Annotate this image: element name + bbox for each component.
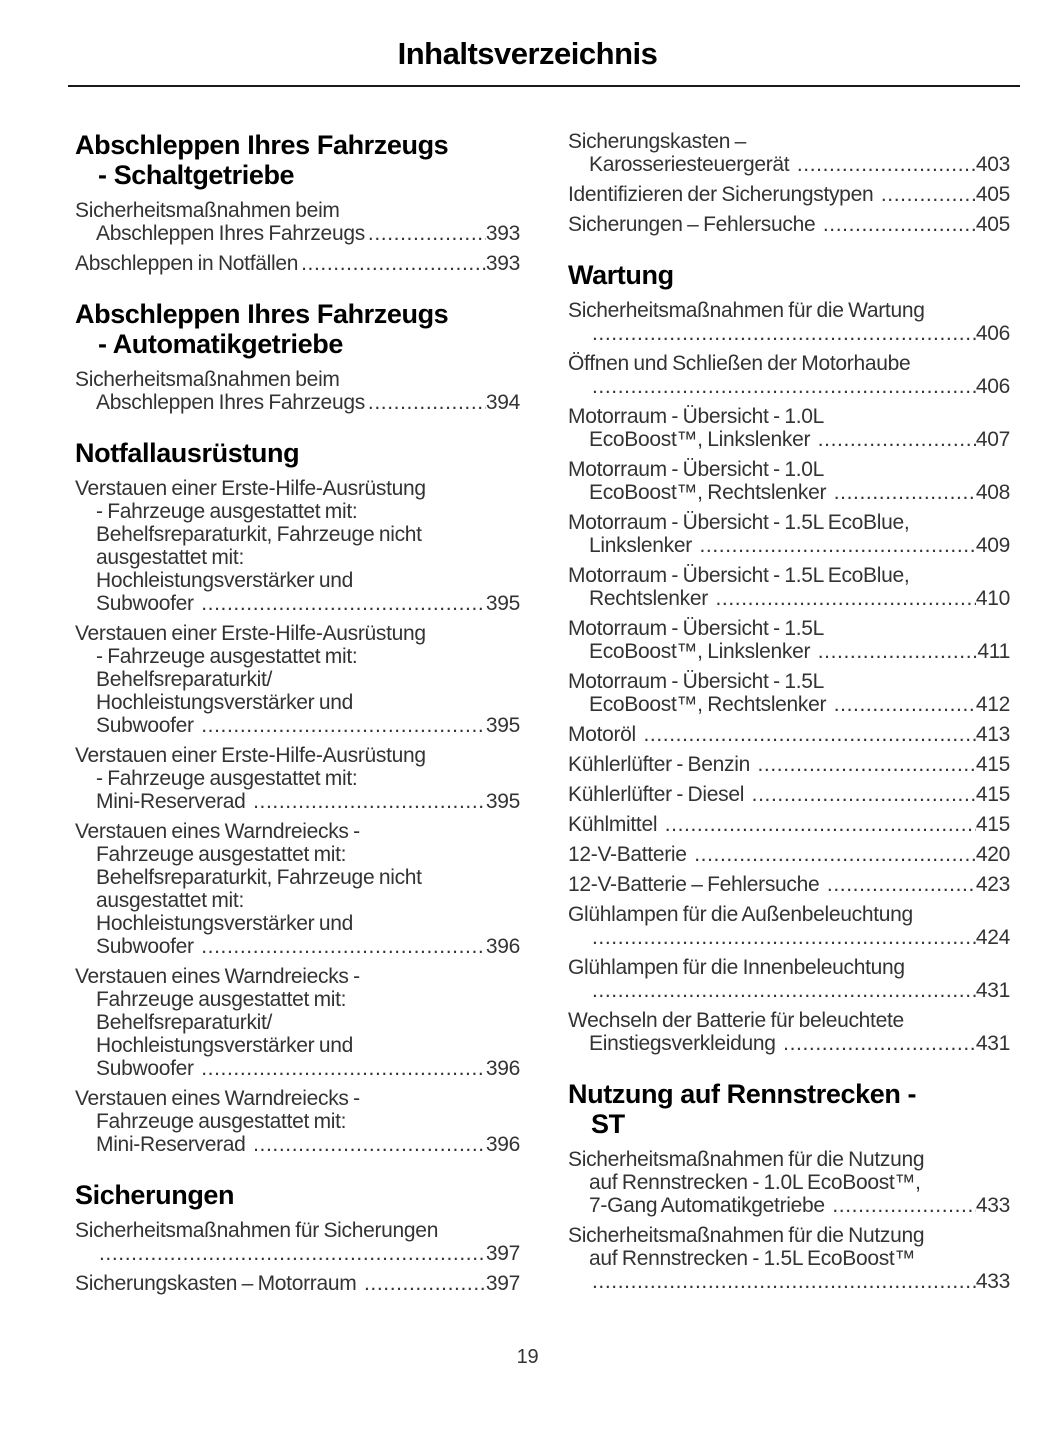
dot-leader: [780, 1032, 976, 1055]
toc-entry-line: [75, 391, 520, 414]
toc-entry-page: 409: [975, 534, 1010, 557]
toc-entry-page: 411: [977, 640, 1010, 663]
dot-leader: [589, 322, 976, 345]
toc-entry-page: 405: [975, 183, 1010, 206]
toc-columns: [75, 130, 1010, 1302]
toc-entry: [75, 1087, 520, 1156]
dot-leader: [96, 1242, 486, 1265]
toc-entry: [568, 617, 1010, 663]
dot-leader: [198, 935, 486, 958]
toc-entry-page: 403: [975, 153, 1010, 176]
toc-entry-page: 395: [485, 592, 520, 615]
toc-entry-page: 431: [975, 1032, 1010, 1055]
dot-leader: [589, 375, 976, 398]
section-heading: [568, 260, 1010, 290]
toc-entry-label: Subwoofer: [96, 592, 199, 615]
toc-entry-page: 424: [975, 926, 1010, 949]
toc-entry-line: - Fahrzeuge ausgestattet mit:: [96, 500, 358, 523]
toc-entry-line: Motorraum - Übersicht - 1.5L EcoBlue,: [568, 511, 910, 534]
toc-entry-page: 406: [975, 375, 1010, 398]
toc-entry-page: 397: [485, 1272, 520, 1295]
toc-entry-line: Öffnen und Schließen der Motorhaube: [568, 352, 911, 375]
toc-entry: [75, 744, 520, 813]
toc-entry-line: Sicherheitsmaßnahmen für Sicherungen: [75, 1219, 439, 1242]
dot-leader: [691, 843, 976, 866]
toc-entry-page: 415: [975, 813, 1010, 836]
section-heading: [75, 130, 520, 190]
section-heading-line: Nutzung auf Rennstrecken -: [568, 1079, 917, 1109]
toc-entry-label: Motoröl: [568, 723, 641, 746]
toc-entry: [568, 903, 1010, 949]
toc-entry-page: 433: [975, 1270, 1010, 1293]
dot-leader: [696, 534, 975, 557]
toc-entry-label: Rechtslenker: [589, 587, 713, 610]
dot-leader: [831, 693, 976, 716]
toc-entry: [568, 1009, 1010, 1055]
toc-entry-line: [75, 1272, 520, 1295]
dot-leader: [713, 587, 976, 610]
dot-leader: [365, 391, 486, 414]
dot-leader: [815, 428, 976, 451]
toc-entry-page: 423: [975, 873, 1010, 896]
toc-entry-line: Verstauen einer Erste-Hilfe-Ausrüstung: [75, 622, 426, 645]
toc-entry-label: Abschleppen Ihres Fahrzeugs: [96, 222, 365, 245]
toc-entry-line: Fahrzeuge ausgestattet mit:: [96, 1110, 347, 1133]
toc-entry-label: EcoBoost™, Linkslenker: [589, 640, 815, 663]
toc-entry-line: [75, 714, 520, 737]
toc-entry-line: [568, 213, 1010, 236]
section-heading-line: Notfallausrüstung: [75, 438, 300, 468]
toc-entry-line: Motorraum - Übersicht - 1.0L: [568, 405, 825, 428]
toc-entry-line: ausgestattet mit:: [96, 889, 244, 912]
toc-entry-line: [75, 222, 520, 245]
section-heading-line: Abschleppen Ihres Fahrzeugs: [75, 299, 449, 329]
section-heading-line: Sicherungen: [75, 1180, 235, 1210]
toc-entry-label: Sicherungskasten – Motorraum: [75, 1272, 361, 1295]
toc-entry-line: auf Rennstrecken - 1.5L EcoBoost™: [589, 1247, 916, 1270]
toc-entry-page: 394: [485, 391, 520, 414]
toc-entry-line: Glühlampen für die Außenbeleuchtung: [568, 903, 913, 926]
toc-entry-page: 415: [975, 783, 1010, 806]
toc-entry-line: Verstauen eines Warndreiecks -: [75, 1087, 360, 1110]
toc-entry-page: 396: [485, 1133, 520, 1156]
toc-entry: [568, 458, 1010, 504]
toc-entry: [568, 130, 1010, 176]
toc-entry-line: [568, 587, 1010, 610]
toc-entry-line: [75, 790, 520, 813]
toc-entry-line: Verstauen einer Erste-Hilfe-Ausrüstung: [75, 477, 426, 500]
toc-entry-line: [568, 153, 1010, 176]
toc-entry-line: [75, 1057, 520, 1080]
section-heading-line: Abschleppen Ihres Fahrzeugs: [75, 130, 449, 160]
toc-entry-page: 405: [975, 213, 1010, 236]
toc-entry: [75, 477, 520, 615]
toc-entry-page: 393: [485, 252, 520, 275]
toc-entry-page: 410: [975, 587, 1010, 610]
toc-entry-line: [568, 375, 1010, 398]
dot-leader: [831, 481, 976, 504]
toc-entry: [568, 511, 1010, 557]
section-heading: [568, 1079, 1010, 1139]
toc-entry-page: 407: [975, 428, 1010, 451]
toc-entry-line: Sicherheitsmaßnahmen für die Nutzung: [568, 1224, 925, 1247]
toc-entry-line: [75, 1133, 520, 1156]
toc-entry-line: Fahrzeuge ausgestattet mit:: [96, 988, 347, 1011]
toc-entry-line: [568, 640, 1010, 663]
toc-entry-line: Sicherheitsmaßnahmen beim: [75, 368, 340, 391]
toc-entry-line: Behelfsreparaturkit/: [96, 668, 273, 691]
toc-entry: [568, 956, 1010, 1002]
toc-entry: [568, 213, 1010, 236]
dot-leader: [878, 183, 976, 206]
toc-entry-label: Kühlmittel: [568, 813, 662, 836]
toc-entry-page: 395: [485, 714, 520, 737]
toc-entry-line: Sicherheitsmaßnahmen für die Nutzung: [568, 1148, 925, 1171]
dot-leader: [824, 873, 976, 896]
toc-entry-label: Abschleppen Ihres Fahrzeugs: [96, 391, 365, 414]
toc-entry: [568, 352, 1010, 398]
toc-entry-line: Hochleistungsverstärker und: [96, 691, 354, 714]
toc-entry-label: EcoBoost™, Linkslenker: [589, 428, 815, 451]
toc-entry-line: Sicherheitsmaßnahmen beim: [75, 199, 340, 222]
toc-entry-line: Wechseln der Batterie für beleuchtete: [568, 1009, 904, 1032]
toc-entry-line: [568, 753, 1010, 776]
toc-entry-page: 415: [975, 753, 1010, 776]
toc-entry: [75, 368, 520, 414]
toc-entry-label: Subwoofer: [96, 714, 199, 737]
toc-entry-line: Verstauen einer Erste-Hilfe-Ausrüstung: [75, 744, 426, 767]
toc-entry-line: [568, 481, 1010, 504]
toc-entry-page: 413: [975, 723, 1010, 746]
toc-entry: [75, 199, 520, 245]
toc-entry: [568, 299, 1010, 345]
dot-leader: [361, 1272, 486, 1295]
toc-entry-label: Subwoofer: [96, 935, 199, 958]
toc-entry-label: Karosseriesteuergerät: [589, 153, 794, 176]
toc-entry-page: 420: [975, 843, 1010, 866]
toc-entry-label: Identifizieren der Sicherungstypen: [568, 183, 878, 206]
toc-entry-line: [568, 783, 1010, 806]
section-heading-line: - Automatikgetriebe: [98, 329, 343, 359]
toc-entry: [568, 753, 1010, 776]
section-heading: [75, 1180, 520, 1210]
toc-entry: [568, 723, 1010, 746]
section-heading-line: - Schaltgetriebe: [98, 160, 295, 190]
toc-entry: [568, 783, 1010, 806]
dot-leader: [755, 753, 976, 776]
toc-entry: [568, 843, 1010, 866]
toc-entry-line: Motorraum - Übersicht - 1.5L EcoBlue,: [568, 564, 910, 587]
toc-entry: [75, 1272, 520, 1295]
dot-leader: [820, 213, 976, 236]
toc-entry-line: Behelfsreparaturkit, Fahrzeuge nicht: [96, 523, 422, 546]
toc-entry: [568, 670, 1010, 716]
toc-entry-line: [568, 693, 1010, 716]
toc-entry-line: Motorraum - Übersicht - 1.0L: [568, 458, 825, 481]
toc-entry-line: [75, 1242, 520, 1265]
toc-entry-line: Hochleistungsverstärker und: [96, 1034, 354, 1057]
toc-entry-line: [568, 322, 1010, 345]
toc-entry-line: Verstauen eines Warndreiecks -: [75, 820, 360, 843]
toc-entry: [75, 252, 520, 275]
toc-entry-line: [568, 1270, 1010, 1293]
toc-entry-line: Behelfsreparaturkit/: [96, 1011, 273, 1034]
toc-entry-page: 397: [485, 1242, 520, 1265]
dot-leader: [250, 1133, 486, 1156]
toc-entry-line: auf Rennstrecken - 1.0L EcoBoost™,: [589, 1171, 921, 1194]
toc-entry-line: Motorraum - Übersicht - 1.5L: [568, 617, 825, 640]
toc-entry-label: EcoBoost™, Rechtslenker: [589, 481, 831, 504]
dot-leader: [794, 153, 976, 176]
toc-entry-line: Behelfsreparaturkit, Fahrzeuge nicht: [96, 866, 422, 889]
toc-entry: [568, 813, 1010, 836]
toc-entry: [568, 873, 1010, 896]
toc-entry-label: 12-V-Batterie: [568, 843, 692, 866]
toc-entry-line: [568, 979, 1010, 1002]
dot-leader: [640, 723, 975, 746]
toc-entry-label: Subwoofer: [96, 1057, 199, 1080]
toc-entry-label: Abschleppen in Notfällen: [75, 252, 299, 275]
toc-entry-line: [568, 1032, 1010, 1055]
toc-entry-page: 408: [975, 481, 1010, 504]
toc-entry-line: - Fahrzeuge ausgestattet mit:: [96, 645, 358, 668]
toc-entry-label: Kühlerlüfter - Diesel: [568, 783, 749, 806]
toc-entry-label: Einstiegsverkleidung: [589, 1032, 781, 1055]
dot-leader: [829, 1194, 976, 1217]
toc-entry-line: - Fahrzeuge ausgestattet mit:: [96, 767, 358, 790]
toc-entry-line: [568, 843, 1010, 866]
dot-leader: [298, 252, 486, 275]
toc-entry-line: Glühlampen für die Innenbeleuchtung: [568, 956, 905, 979]
toc-entry: [568, 183, 1010, 206]
toc-column-left: [75, 130, 520, 1302]
page-title: Inhaltsverzeichnis: [397, 36, 658, 71]
toc-entry-line: [75, 592, 520, 615]
section-heading-line: ST: [591, 1109, 625, 1139]
toc-entry-line: Verstauen eines Warndreiecks -: [75, 965, 360, 988]
toc-entry-label: 7-Gang Automatikgetriebe: [589, 1194, 830, 1217]
toc-entry: [75, 820, 520, 958]
toc-entry: [568, 564, 1010, 610]
dot-leader: [749, 783, 976, 806]
toc-entry-line: Hochleistungsverstärker und: [96, 912, 354, 935]
toc-entry-page: 396: [485, 935, 520, 958]
dot-leader: [662, 813, 976, 836]
toc-entry: [568, 405, 1010, 451]
toc-entry-label: Mini-Reserverad: [96, 1133, 251, 1156]
toc-entry-line: Sicherungskasten –: [568, 130, 747, 153]
toc-entry-line: [568, 1194, 1010, 1217]
toc-entry-page: 406: [975, 322, 1010, 345]
page-number: 19: [516, 1346, 539, 1368]
toc-entry-page: 396: [485, 1057, 520, 1080]
toc-entry-page: 433: [975, 1194, 1010, 1217]
toc-entry-label: Kühlerlüfter - Benzin: [568, 753, 755, 776]
toc-entry: [75, 1219, 520, 1265]
toc-entry-line: ausgestattet mit:: [96, 546, 244, 569]
dot-leader: [589, 979, 976, 1002]
toc-entry-line: [568, 183, 1010, 206]
section-heading: [75, 299, 520, 359]
toc-entry-line: [568, 873, 1010, 896]
toc-entry-page: 395: [485, 790, 520, 813]
toc-entry-label: Sicherungen – Fehlersuche: [568, 213, 820, 236]
toc-entry-line: [568, 428, 1010, 451]
section-heading-line: Wartung: [568, 260, 674, 290]
toc-entry-line: [75, 252, 520, 275]
header-rule: [68, 85, 1020, 87]
toc-entry-label: Mini-Reserverad: [96, 790, 251, 813]
toc-entry: [568, 1224, 1010, 1293]
toc-entry-label: 12-V-Batterie – Fehlersuche: [568, 873, 824, 896]
toc-entry-page: 412: [975, 693, 1010, 716]
toc-entry-line: [568, 926, 1010, 949]
dot-leader: [589, 1270, 976, 1293]
toc-entry-line: Hochleistungsverstärker und: [96, 569, 354, 592]
toc-entry: [75, 965, 520, 1080]
toc-entry-line: Fahrzeuge ausgestattet mit:: [96, 843, 347, 866]
dot-leader: [589, 926, 976, 949]
toc-entry: [568, 1148, 1010, 1217]
toc-entry-line: [75, 935, 520, 958]
toc-entry-line: [568, 813, 1010, 836]
toc-entry-line: Motorraum - Übersicht - 1.5L: [568, 670, 825, 693]
toc-entry-line: Sicherheitsmaßnahmen für die Wartung: [568, 299, 925, 322]
toc-entry-line: [568, 534, 1010, 557]
toc-entry-page: 431: [975, 979, 1010, 1002]
dot-leader: [815, 640, 978, 663]
dot-leader: [198, 714, 486, 737]
toc-entry-label: EcoBoost™, Rechtslenker: [589, 693, 831, 716]
toc-column-right: [568, 130, 1010, 1302]
toc-entry-page: 393: [485, 222, 520, 245]
toc-entry-label: Linkslenker: [589, 534, 697, 557]
dot-leader: [198, 1057, 486, 1080]
toc-entry: [75, 622, 520, 737]
dot-leader: [198, 592, 486, 615]
section-heading: [75, 438, 520, 468]
dot-leader: [365, 222, 486, 245]
toc-entry-line: [568, 723, 1010, 746]
dot-leader: [250, 790, 486, 813]
